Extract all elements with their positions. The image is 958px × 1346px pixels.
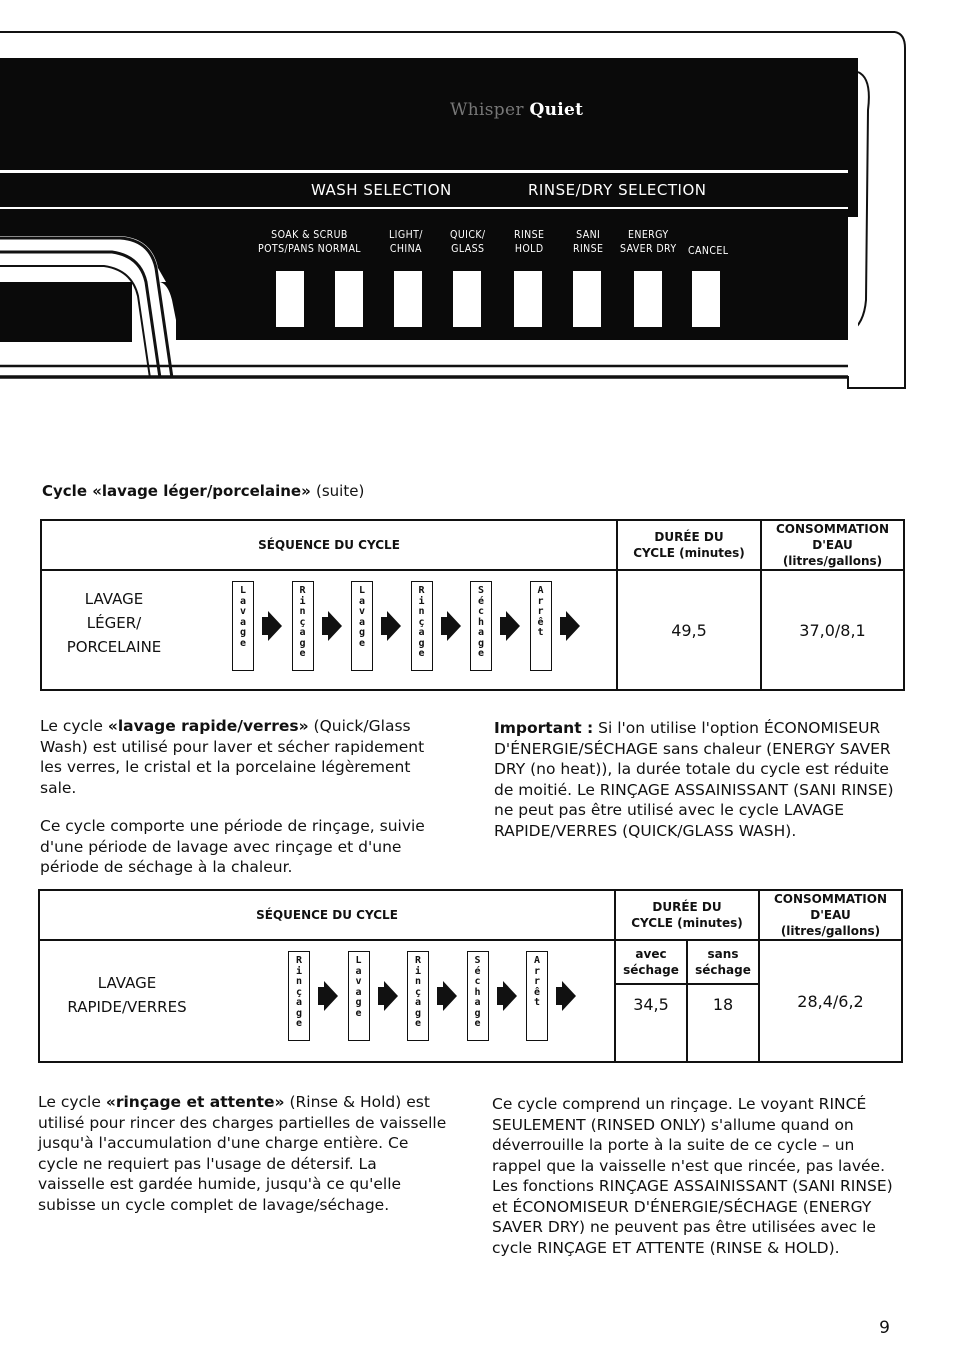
step-3: S é c h a g e bbox=[467, 951, 489, 1041]
rinse-dry-selection-label: RINSE/DRY SELECTION bbox=[528, 181, 707, 199]
col-sequence: SÉQUENCE DU CYCLE bbox=[41, 520, 617, 570]
col-duration: DURÉE DU CYCLE (minutes) bbox=[615, 890, 759, 940]
step-arrow-4 bbox=[506, 611, 520, 641]
para-rinse-hold-description: Ce cycle comprend un rinçage. Le voyant RINCÉ SEULEMENT (RINSED ONLY) s'allume quand on déverrouille la porte à la suite de ce cycle – un rappel que la vaisselle n'est que rincée, pas lavée. Les fonctions RINÇAGE ASSAINISSANT (SANI RINSE) et ÉCONOMISEUR D'ÉNERGIE/SÉCHAGE (ENERGY SAVER DRY) ne peuvent pas être utilisées avec le cycle RINÇAGE ET ATTENTE (RINSE & HOLD). bbox=[492, 1095, 893, 1257]
duration-without-value: 18 bbox=[687, 984, 759, 1062]
button-label-quick-glass: QUICK/ GLASS bbox=[450, 229, 486, 255]
duration-value: 49,5 bbox=[617, 570, 761, 690]
key-rinse-hold bbox=[514, 271, 542, 327]
key-sani-rinse bbox=[573, 271, 601, 327]
col-sequence: SÉQUENCE DU CYCLE bbox=[39, 890, 615, 940]
col-water: CONSOMMATION D'EAU (litres/gallons) bbox=[759, 890, 902, 940]
button-label-light-china: LIGHT/ CHINA bbox=[389, 229, 423, 255]
key-light-china bbox=[394, 271, 422, 327]
cycle-name: LAVAGE LÉGER/ PORCELAINE bbox=[66, 590, 162, 656]
step-2: L a v a g e bbox=[351, 581, 373, 671]
cycle-name: LAVAGE RAPIDE/VERRES bbox=[67, 974, 187, 1016]
key-energy-saver bbox=[634, 271, 662, 327]
para-important-note: Important : Si l'on utilise l'option ÉCONOMISEUR D'ÉNERGIE/SÉCHAGE sans chaleur (ENERGY SAVER DRY (no heat)), la durée totale du cycle est réduite de moitié. Le RINÇAGE ASSAINISSANT (SANI RINSE) ne peut pas être utilisé avec le cycle LAVAGE RAPIDE/VERRES (QUICK/GLASS WASH). bbox=[494, 719, 894, 840]
step-arrow-0 bbox=[324, 981, 338, 1011]
step-1: L a v a g e bbox=[348, 951, 370, 1041]
step-1: R i n ç a g e bbox=[292, 581, 314, 671]
dishwasher-control-panel bbox=[0, 0, 958, 400]
para-quick-glass-intro: Le cycle «lavage rapide/verres» (Quick/Glass Wash) est utilisé pour laver et sécher rapidement les verres, le cristal et la porcelaine légèrement sale. bbox=[40, 717, 425, 797]
duration-with-value: 34,5 bbox=[615, 984, 687, 1062]
cycle-table-quick-glass bbox=[38, 889, 903, 1063]
step-4: A r r ê t bbox=[526, 951, 548, 1041]
step-5: A r r ê t bbox=[530, 581, 552, 671]
button-label-soak-scrub: SOAK & SCRUB POTS/PANS NORMAL bbox=[258, 229, 361, 255]
button-label-energy-saver: ENERGY SAVER DRY bbox=[620, 229, 677, 255]
step-0: R i n ç a g e bbox=[288, 951, 310, 1041]
button-label-cancel: CANCEL bbox=[688, 245, 729, 257]
step-arrow-0 bbox=[268, 611, 282, 641]
step-0: L a v a g e bbox=[232, 581, 254, 671]
para-quick-glass-description: Ce cycle comporte une période de rinçage, suivie d'une période de lavage avec rinçage et d'une période de séchage à la chaleur. bbox=[40, 817, 425, 876]
cycle-table-light-china bbox=[40, 519, 905, 691]
step-arrow-1 bbox=[328, 611, 342, 641]
key-cancel bbox=[692, 271, 720, 327]
para-rinse-hold-intro: Le cycle «rinçage et attente» (Rinse & Hold) est utilisé pour rincer des charges partielles de vaisselle jusqu'à l'accumulation d'une charge entière. Ce cycle ne requiert pas l'usage de détersif. La vaisselle est gardée humide, jusqu'à ce qu'elle subisse un cycle complet de lavage/séchage. bbox=[38, 1093, 447, 1214]
button-label-sani-rinse: SANI RINSE bbox=[573, 229, 604, 255]
step-arrow-4 bbox=[562, 981, 576, 1011]
section-heading: Cycle «lavage léger/porcelaine» (suite) bbox=[42, 482, 365, 500]
water-value: 28,4/6,2 bbox=[759, 940, 902, 1062]
col-duration: DURÉE DU CYCLE (minutes) bbox=[617, 520, 761, 570]
button-label-rinse-hold: RINSE HOLD bbox=[514, 229, 545, 255]
step-arrow-3 bbox=[447, 611, 461, 641]
step-2: R i n ç a g e bbox=[407, 951, 429, 1041]
key-soak-scrub bbox=[276, 271, 304, 327]
sub-with-drying: avec séchage bbox=[615, 940, 687, 984]
step-arrow-3 bbox=[503, 981, 517, 1011]
key-normal bbox=[335, 271, 363, 327]
col-water: CONSOMMATION D'EAU (litres/gallons) bbox=[761, 520, 904, 570]
wash-selection-label: WASH SELECTION bbox=[311, 181, 452, 199]
step-arrow-2 bbox=[387, 611, 401, 641]
sequence-cell bbox=[41, 570, 617, 690]
step-3: R i n ç a g e bbox=[411, 581, 433, 671]
sub-without-drying: sans séchage bbox=[687, 940, 759, 984]
step-arrow-2 bbox=[443, 981, 457, 1011]
brand-logo: Whisper Quiet bbox=[450, 100, 584, 120]
sequence-cell bbox=[39, 940, 615, 1062]
step-arrow-5 bbox=[566, 611, 580, 641]
key-quick-glass bbox=[453, 271, 481, 327]
water-value: 37,0/8,1 bbox=[761, 570, 904, 690]
step-arrow-1 bbox=[384, 981, 398, 1011]
step-4: S é c h a g e bbox=[470, 581, 492, 671]
page-number: 9 bbox=[879, 1318, 890, 1338]
